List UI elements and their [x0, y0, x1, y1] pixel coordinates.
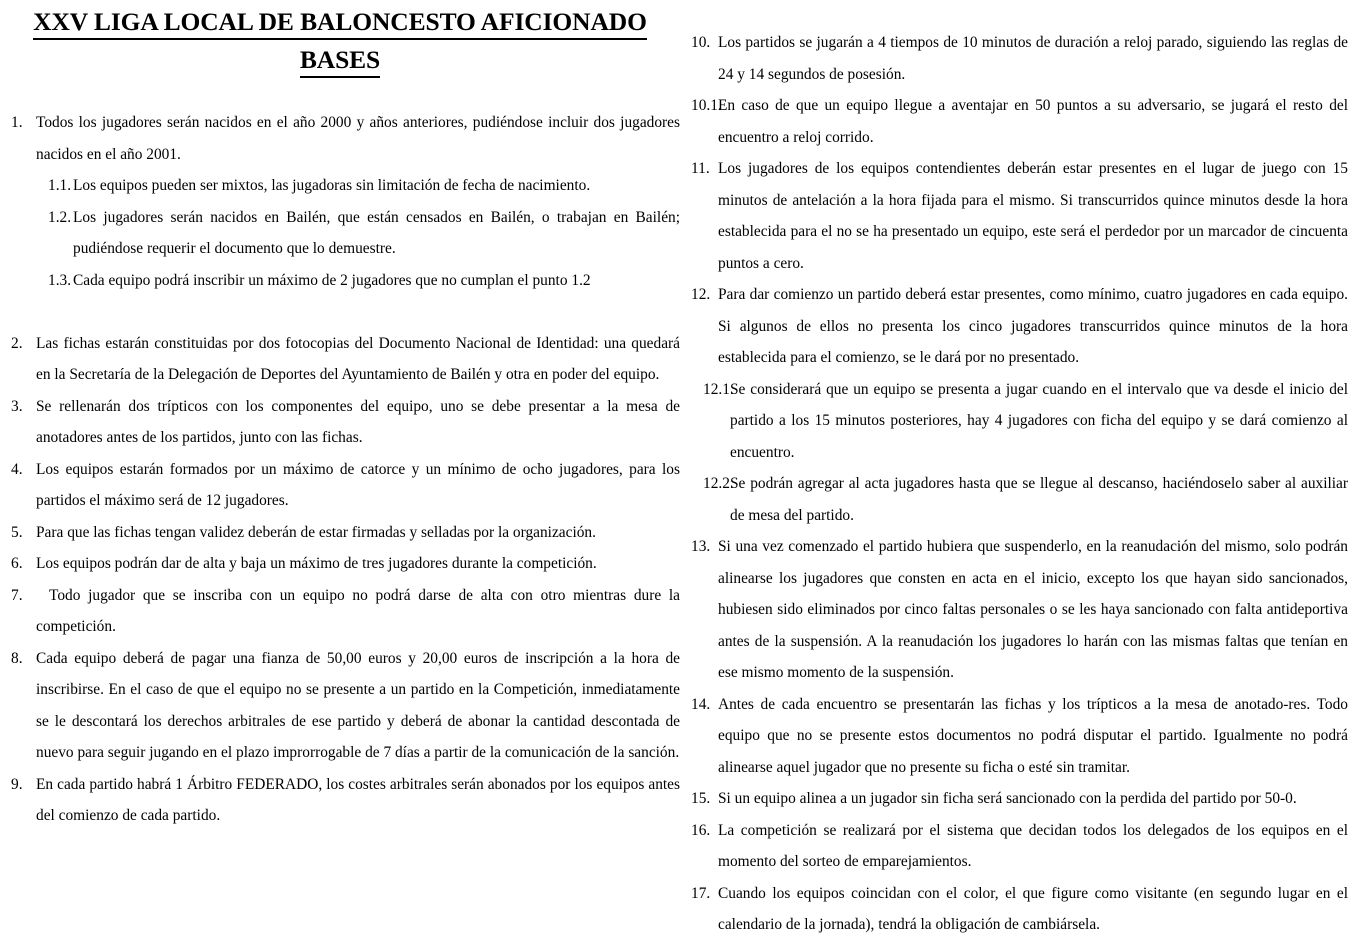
rule-item [0, 517, 680, 549]
rule-number: 10.1. [691, 97, 722, 114]
rule-text: La competición se realizará por el sistema que decidan todos los delegados de los equipos en el momento del sorteo de emparejamientos. [718, 821, 1348, 870]
rule-number: 7. [11, 586, 23, 604]
rule-number: 12. [691, 286, 711, 303]
page-subtitle-text: BASES [300, 44, 380, 78]
rule-item [680, 783, 1348, 815]
rule-item [0, 548, 680, 580]
rule-number: 10. [691, 34, 711, 51]
rule-item [680, 27, 1348, 90]
rule-item [0, 580, 680, 643]
rule-text: Los partidos se jugarán a 4 tiempos de 10 minutos de duración a reloj parado, siguiendo las reglas de 24 y 14 segundos de posesión. [718, 34, 1348, 83]
rule-number: 5. [11, 523, 23, 541]
rule-number: 1. [11, 114, 23, 131]
rule-text: Para que las fichas tengan validez deberán de estar firmadas y selladas por la organización. [36, 523, 596, 541]
rule-item [0, 643, 680, 769]
rule-item [680, 279, 1348, 374]
rule-item [680, 689, 1348, 784]
rule-number: 8. [11, 649, 23, 667]
rule-item [680, 90, 1348, 153]
rule-item [680, 531, 1348, 689]
rule-text: Todo jugador que se inscriba con un equipo no podrá darse de alta con otro mientras dure la competición. [36, 586, 680, 635]
rules-column-left [0, 0, 680, 832]
rule-number: 12.2. [703, 475, 734, 492]
rule-text: Para dar comienzo un partido deberá estar presentes, como mínimo, cuatro jugadores en cada equipo. Si algunos de ellos no presenta los cinco jugadores transcurridos quince minutos de la hora establecida para el comienzo, se le dará por no presentado. [718, 286, 1348, 366]
rule-number: 3. [11, 397, 23, 415]
rule-text: Los equipos estarán formados por un máximo de catorce y un mínimo de ocho jugadores, para los partidos el máximo será de 12 jugadores. [36, 460, 680, 509]
rule-text: Si una vez comenzado el partido hubiera que suspenderlo, en la reanudación del mismo, solo podrán alinearse los jugadores que consten en acta en el inicio, excepto los que hayan sido sancionados, hubiesen sido eliminados por cinco faltas personales o se les haya sancionado con falta antideportiva antes de la suspensión. A la reanudación los jugadores lo harán con las mismas faltas que tenían en ese mismo momento de la suspensión. [718, 538, 1348, 681]
rule-text: Se podrán agregar al acta jugadores hasta que se llegue al descanso, haciéndoselo saber al auxiliar de mesa del partido. [730, 475, 1348, 524]
rule-text: Los jugadores serán nacidos en Bailén, que están censados en Bailén, o trabajan en Bailén; pudiéndose requerir el documento que lo demuestre. [73, 208, 680, 257]
page-title-text: XXV LIGA LOCAL DE BALONCESTO AFICIONADO [33, 6, 647, 40]
rule-number: 15. [691, 790, 711, 807]
rule-text: Cuando los equipos coincidan con el color, el que figure como visitante (en segundo lugar en el calendario de la jornada), tendrá la obligación de cambiársela. [718, 884, 1348, 933]
rule-text: Cada equipo podrá inscribir un máximo de 2 jugadores que no cumplan el punto 1.2 [73, 271, 591, 289]
rule-text: Las fichas estarán constituidas por dos fotocopias del Documento Nacional de Identidad: una quedará en la Secretaría de la Delegación de Deportes del Ayuntamiento de Bailén y otra en poder del equipo. [36, 334, 680, 383]
rule-number: 12.1. [703, 380, 734, 398]
rule-number: 17. [691, 884, 711, 902]
rule-text: Se rellenarán dos trípticos con los componentes del equipo, uno se debe presentar a la mesa de anotadores antes de los partidos, junto con las fichas. [36, 397, 680, 446]
rule-text: Los equipos podrán dar de alta y baja un máximo de tres jugadores durante la competición. [36, 555, 597, 572]
rule-number: 2. [11, 334, 23, 352]
rule-text: Cada equipo deberá de pagar una fianza de 50,00 euros y 20,00 euros de inscripción a la hora de inscribirse. En el caso de que el equipo no se presente a un partido en la Competición, inmediatamente se le descontará los derechos arbitrales de ese partido y deberá de abonar la cantidad descontada de nuevo para seguir jugando en el plazo improrrogable de 7 días a partir de la comunicación de la sanción. [36, 649, 680, 761]
rules-column-right [680, 0, 1348, 941]
rule-number: 1.2. [48, 208, 72, 226]
rule-text: Los equipos pueden ser mixtos, las jugadoras sin limitación de fecha de nacimiento. [73, 177, 591, 194]
rule-number: 14. [691, 695, 711, 713]
rule-text: Los jugadores de los equipos contendientes deberán estar presentes en el lugar de juego con 15 minutos de antelación a la hora fijada para el mismo. Si transcurridos quince minutos desde la hora establecida para el no se ha presentado un equipo, este será el perdedor por un marcador de cincuenta puntos a cero. [718, 160, 1348, 272]
rule-item [0, 202, 680, 265]
rule-item [0, 769, 680, 832]
rule-text: En caso de que un equipo llegue a aventajar en 50 puntos a su adversario, se jugará el resto del encuentro a reloj corrido. [718, 97, 1348, 146]
rule-text: Si un equipo alinea a un jugador sin ficha será sancionado con la perdida del partido por 50-0. [718, 790, 1297, 807]
rule-item [0, 454, 680, 517]
rule-number: 6. [11, 555, 23, 572]
rule-number: 1.1. [48, 177, 72, 194]
rule-item [680, 878, 1348, 941]
rule-text: Todos los jugadores serán nacidos en el año 2000 y años anteriores, pudiéndose incluir dos jugadores nacidos en el año 2001. [36, 114, 680, 163]
rule-text: Antes de cada encuentro se presentarán las fichas y los trípticos a la mesa de anotado-res. Todo equipo que no se presente estos documentos no podrá disputar el partido. Igualmente no podrá alinearse aquel jugador que no presente su ficha o esté sin tramitar. [718, 695, 1348, 776]
rule-item [680, 153, 1348, 279]
rule-item [680, 815, 1348, 878]
rule-text: Se considerará que un equipo se presenta a jugar cuando en el intervalo que va desde el inicio del partido a los 15 minutos posteriores, hay 4 jugadores con ficha del equipo y se dará comienzo al encuentro. [730, 380, 1348, 461]
rule-number: 1.3. [48, 271, 72, 289]
rule-item [0, 170, 680, 202]
rule-text: En cada partido habrá 1 Árbitro FEDERADO, los costes arbitrales serán abonados por los equipos antes del comienzo de cada partido. [36, 775, 680, 824]
rule-number: 16. [691, 821, 711, 839]
rule-number: 13. [691, 538, 711, 555]
rule-item [680, 468, 1348, 531]
rule-number: 9. [11, 775, 23, 793]
rule-item [0, 328, 680, 391]
rule-number: 11. [691, 160, 710, 177]
rule-item [680, 374, 1348, 469]
rule-item [0, 107, 680, 170]
rule-number: 4. [11, 460, 23, 478]
rule-item [0, 391, 680, 454]
rule-item [0, 265, 680, 297]
